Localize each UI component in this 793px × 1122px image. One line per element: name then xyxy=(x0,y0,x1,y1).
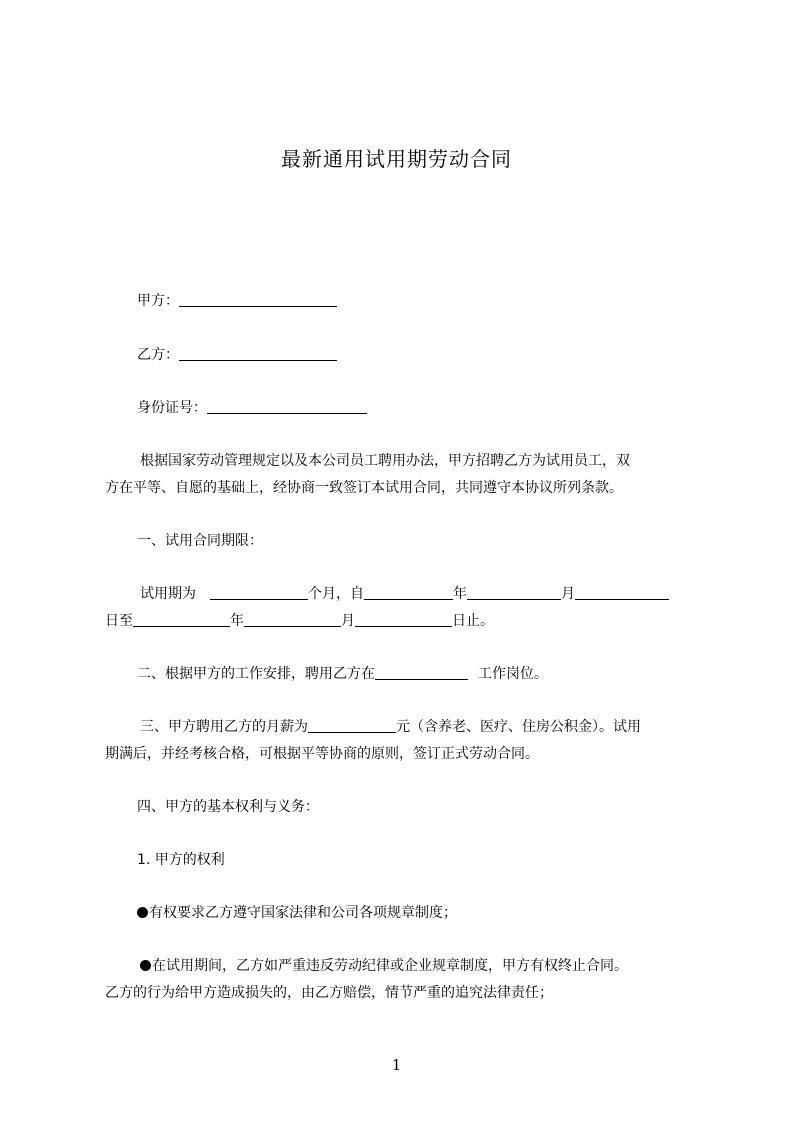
id-number-label: 身份证号： xyxy=(137,400,207,416)
bullet-icon xyxy=(137,907,148,918)
position-blank xyxy=(375,665,468,680)
section4-sub1: 1. 甲方的权利 xyxy=(137,852,225,868)
page-number: 1 xyxy=(391,1056,402,1074)
start-day-blank xyxy=(575,585,669,600)
party-a-label: 甲方： xyxy=(137,293,179,309)
start-month-blank xyxy=(467,585,561,600)
end-year-blank xyxy=(133,612,230,627)
section1-text: 个月，自 xyxy=(308,586,364,602)
section3-text: 三、甲方聘用乙方的月薪为 xyxy=(140,719,308,735)
section3-text: 元（含养老、医疗、住房公积金）。试用 xyxy=(396,719,641,735)
section2-line xyxy=(137,665,737,684)
party-b-blank xyxy=(179,346,337,361)
section3-line-1 xyxy=(140,718,740,737)
end-month-blank xyxy=(244,612,341,627)
section2-text: 二、根据甲方的工作安排，聘用乙方在 xyxy=(137,666,375,682)
bullet-icon xyxy=(140,960,151,971)
section1-text: 日止。 xyxy=(452,613,494,629)
section1-line-1 xyxy=(140,585,740,604)
section1-text: 月 xyxy=(341,613,355,629)
id-number-line xyxy=(137,399,737,418)
bullet-text: 有权要求乙方遵守国家法律和公司各项规章制度； xyxy=(149,905,457,921)
start-year-blank xyxy=(364,585,453,600)
party-a-blank xyxy=(179,292,337,307)
section1-heading: 一、试用合同期限： xyxy=(137,533,263,549)
months-blank xyxy=(210,585,308,600)
section4-heading: 四、甲方的基本权利与义务： xyxy=(137,799,319,815)
section2-text: 工作岗位。 xyxy=(478,666,548,682)
section4-bullet-2 xyxy=(140,957,740,976)
section4-bullet-2-cont: 乙方的行为给甲方造成损失的，由乙方赔偿，情节严重的追究法律责任； xyxy=(105,985,553,1001)
section4-bullet-1 xyxy=(137,904,737,923)
bullet-text: 在试用期间，乙方如严重违反劳动纪律或企业规章制度，甲方有权终止合同。 xyxy=(152,958,628,974)
section3-line-2: 期满后，并经考核合格，可根据平等协商的原则，签订正式劳动合同。 xyxy=(105,746,539,762)
party-b-line xyxy=(137,346,737,365)
salary-blank xyxy=(308,718,396,733)
section1-text: 年 xyxy=(453,586,467,602)
section1-text: 试用期为 xyxy=(140,586,196,602)
intro-line-1: 根据国家劳动管理规定以及本公司员工聘用办法，甲方招聘乙方为试用员工，双 xyxy=(140,453,630,469)
id-number-blank xyxy=(207,399,367,414)
party-b-label: 乙方： xyxy=(137,347,179,363)
section1-line-2 xyxy=(105,612,705,631)
end-day-blank xyxy=(355,612,452,627)
section1-text: 日至 xyxy=(105,613,133,629)
section1-text: 年 xyxy=(230,613,244,629)
intro-line-2: 方在平等、自愿的基础上，经协商一致签订本试用合同，共同遵守本协议所列条款。 xyxy=(105,480,623,496)
section1-text: 月 xyxy=(561,586,575,602)
party-a-line xyxy=(137,292,737,311)
document-title: 最新通用试用期劳动合同 xyxy=(281,147,512,171)
